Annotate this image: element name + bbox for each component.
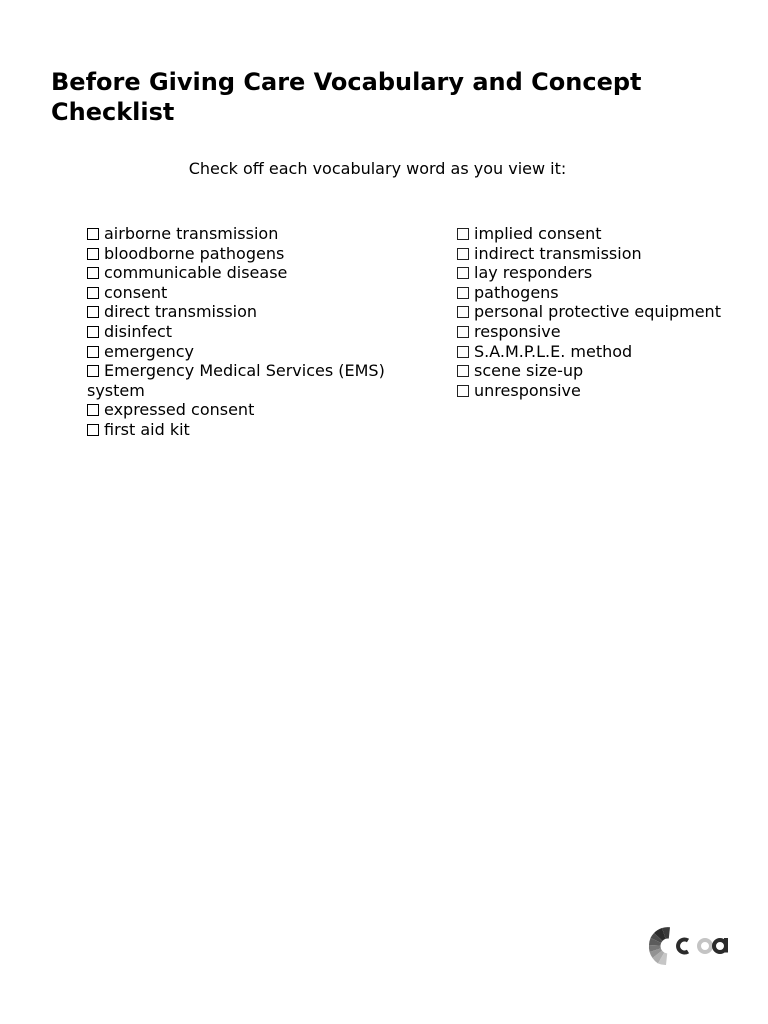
checklist-item[interactable]	[87, 322, 417, 342]
checkbox-icon[interactable]	[87, 404, 99, 416]
checkbox-icon[interactable]	[87, 306, 99, 318]
checklist-item-label: indirect transmission	[474, 243, 642, 263]
checklist-item-label: implied consent	[474, 224, 602, 243]
checklist-item-label: unresponsive	[474, 380, 581, 400]
checklist-item-label: first aid kit	[104, 419, 190, 439]
checklist-item[interactable]	[87, 224, 417, 244]
checkbox-icon[interactable]	[87, 228, 99, 240]
checklist-item-label: lay responders	[474, 263, 593, 283]
checklist-item-label: consent	[104, 282, 168, 302]
checkbox-icon[interactable]	[457, 326, 469, 338]
checklist-item-label: pathogens	[474, 282, 559, 302]
checklist-item[interactable]	[457, 244, 757, 264]
checklist-item[interactable]	[87, 342, 417, 362]
checkbox-icon[interactable]	[457, 287, 469, 299]
checklist-left-column	[87, 224, 417, 440]
cca-logo	[648, 925, 730, 967]
checkbox-icon[interactable]	[87, 424, 99, 436]
checkbox-icon[interactable]	[457, 306, 469, 318]
checklist-item[interactable]	[457, 302, 757, 322]
checklist-item-label: Emergency Medical Services (EMS) system	[87, 361, 385, 400]
checkbox-icon[interactable]	[457, 365, 469, 377]
instructions-text: Check off each vocabulary word as you view it:	[188, 159, 567, 178]
checklist-item-label: airborne transmission	[104, 224, 279, 243]
checklist-item[interactable]	[87, 420, 417, 440]
logo-letter-c1	[678, 940, 688, 953]
checklist-item-label: bloodborne pathogens	[104, 243, 285, 263]
logo-burst	[649, 927, 676, 965]
checkbox-icon[interactable]	[87, 287, 99, 299]
checkbox-icon[interactable]	[87, 267, 99, 279]
checklist-item[interactable]	[87, 283, 417, 303]
checklist-item[interactable]	[87, 244, 417, 264]
checkbox-icon[interactable]	[87, 346, 99, 358]
checklist-item-label: direct transmission	[104, 302, 258, 322]
checklist-item-label: personal protective equipment	[474, 302, 721, 322]
cca-logo-icon	[648, 925, 730, 967]
checklist-item[interactable]	[457, 342, 757, 362]
checklist-item[interactable]	[457, 224, 757, 244]
checklist-item[interactable]	[457, 361, 757, 381]
checklist-item-label: S.A.M.P.L.E. method	[474, 341, 633, 361]
checklist-item[interactable]	[87, 263, 417, 283]
checkbox-icon[interactable]	[457, 267, 469, 279]
logo-text: cca	[689, 961, 691, 962]
checklist-right-column	[457, 224, 757, 400]
checkbox-icon[interactable]	[87, 326, 99, 338]
checklist-item-label: emergency	[104, 341, 194, 361]
checkbox-icon[interactable]	[457, 228, 469, 240]
checklist-item-label: communicable disease	[104, 263, 288, 283]
checklist-item[interactable]	[87, 302, 417, 322]
checklist-item[interactable]	[457, 322, 757, 342]
checklist-item[interactable]	[457, 263, 757, 283]
checkbox-icon[interactable]	[457, 385, 469, 397]
checkbox-icon[interactable]	[87, 248, 99, 260]
checkbox-icon[interactable]	[87, 365, 99, 377]
checklist-item[interactable]	[457, 283, 757, 303]
checklist-item-label: responsive	[474, 321, 561, 341]
checklist-item-label: disinfect	[104, 321, 173, 341]
checklist-item[interactable]	[87, 400, 417, 420]
logo-letter-a-stem	[724, 938, 728, 953]
checklist-item-label: scene size-up	[474, 361, 584, 381]
checklist-item[interactable]	[87, 361, 417, 400]
logo-letter-c2	[699, 940, 711, 952]
checkbox-icon[interactable]	[457, 248, 469, 260]
checklist-item-label: expressed consent	[104, 400, 255, 420]
checkbox-icon[interactable]	[457, 346, 469, 358]
checklist-item[interactable]	[457, 381, 757, 401]
page-title: Before Giving Care Vocabulary and Concept Checklist	[51, 68, 642, 126]
